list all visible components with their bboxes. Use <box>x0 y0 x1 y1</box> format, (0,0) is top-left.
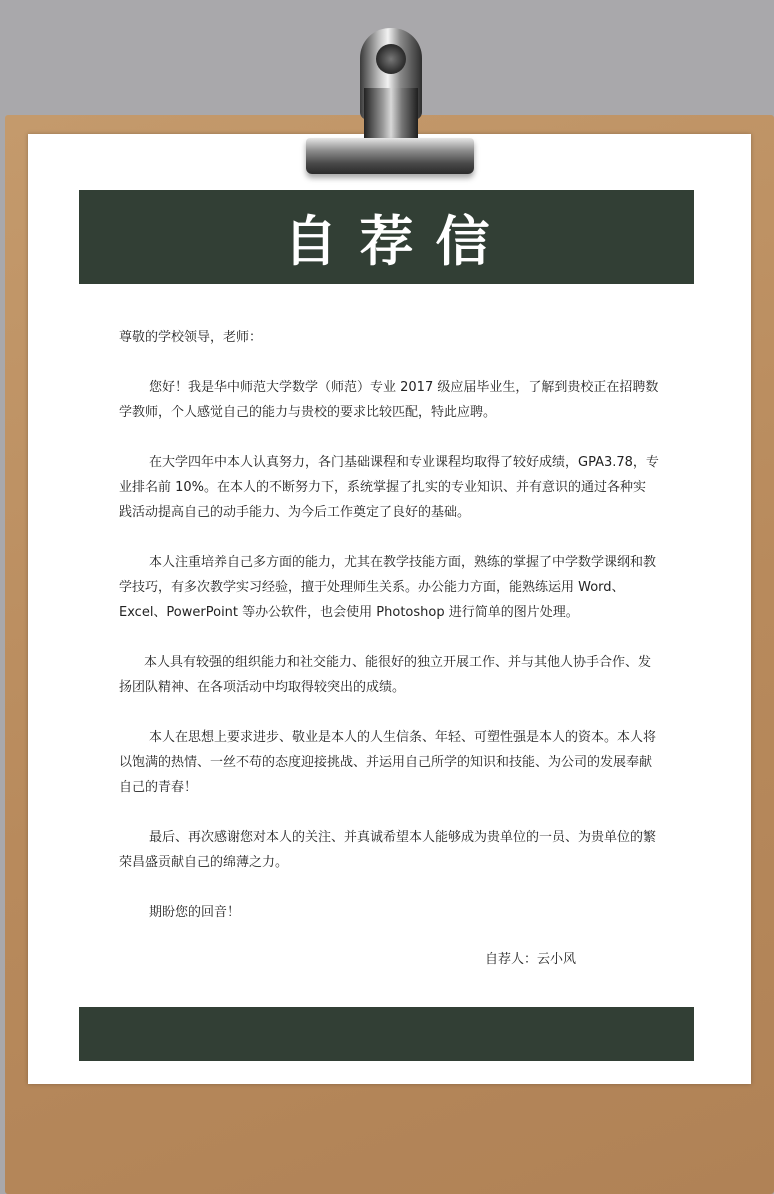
paragraph-closing: 期盼您的回音！ <box>149 905 241 920</box>
binder-clip-icon <box>306 28 474 178</box>
paragraph-attitude: 本人在思想上要求进步、敬业是本人的人生信条、年轻、可塑性强是本人的资本。本人将以饱满的热情、一丝不苟的态度迎接挑战、并运用自己所学的知识和技能、为公司的发展奉献自己的青春！ <box>119 730 657 795</box>
page-title: 自荐信 <box>283 209 512 273</box>
letter-body <box>119 325 659 950</box>
title-banner <box>79 190 694 284</box>
signature: 自荐人：云小风 <box>485 952 577 967</box>
footer-banner <box>79 1007 694 1061</box>
paragraph-teamwork: 本人具有较强的组织能力和社交能力、能很好的独立开展工作、并与其他人协手合作、发扬团队精神、在各项活动中均取得较突出的成绩。 <box>119 655 652 695</box>
paragraph-intro: 您好！我是华中师范大学数学（师范）专业 2017 级应届毕业生，了解到贵校正在招聘数学教师，个人感觉自己的能力与贵校的要求比较匹配，特此应聘。 <box>119 380 659 420</box>
paragraph-skills: 本人注重培养自己多方面的能力，尤其在教学技能方面，熟练的掌握了中学数学课纲和教学技巧，有多次教学实习经验，擅于处理师生关系。办公能力方面，能熟练运用 Word、Excel、PowerPoint 等办公软件，也会使用 Photoshop 进行简单的图片处理。 <box>119 555 657 620</box>
greeting: 尊敬的学校领导，老师： <box>119 330 263 345</box>
paragraph-study: 在大学四年中本人认真努力，各门基础课程和专业课程均取得了较好成绩，GPA3.78，专业排名前 10%。在本人的不断努力下，系统掌握了扎实的专业知识、并有意识的通过各种实践活动提高自己的动手能力、为今后工作奠定了良好的基础。 <box>119 455 659 520</box>
paragraph-thanks: 最后、再次感谢您对本人的关注、并真诚希望本人能够成为贵单位的一员、为贵单位的繁荣昌盛贡献自己的绵薄之力。 <box>119 830 657 870</box>
